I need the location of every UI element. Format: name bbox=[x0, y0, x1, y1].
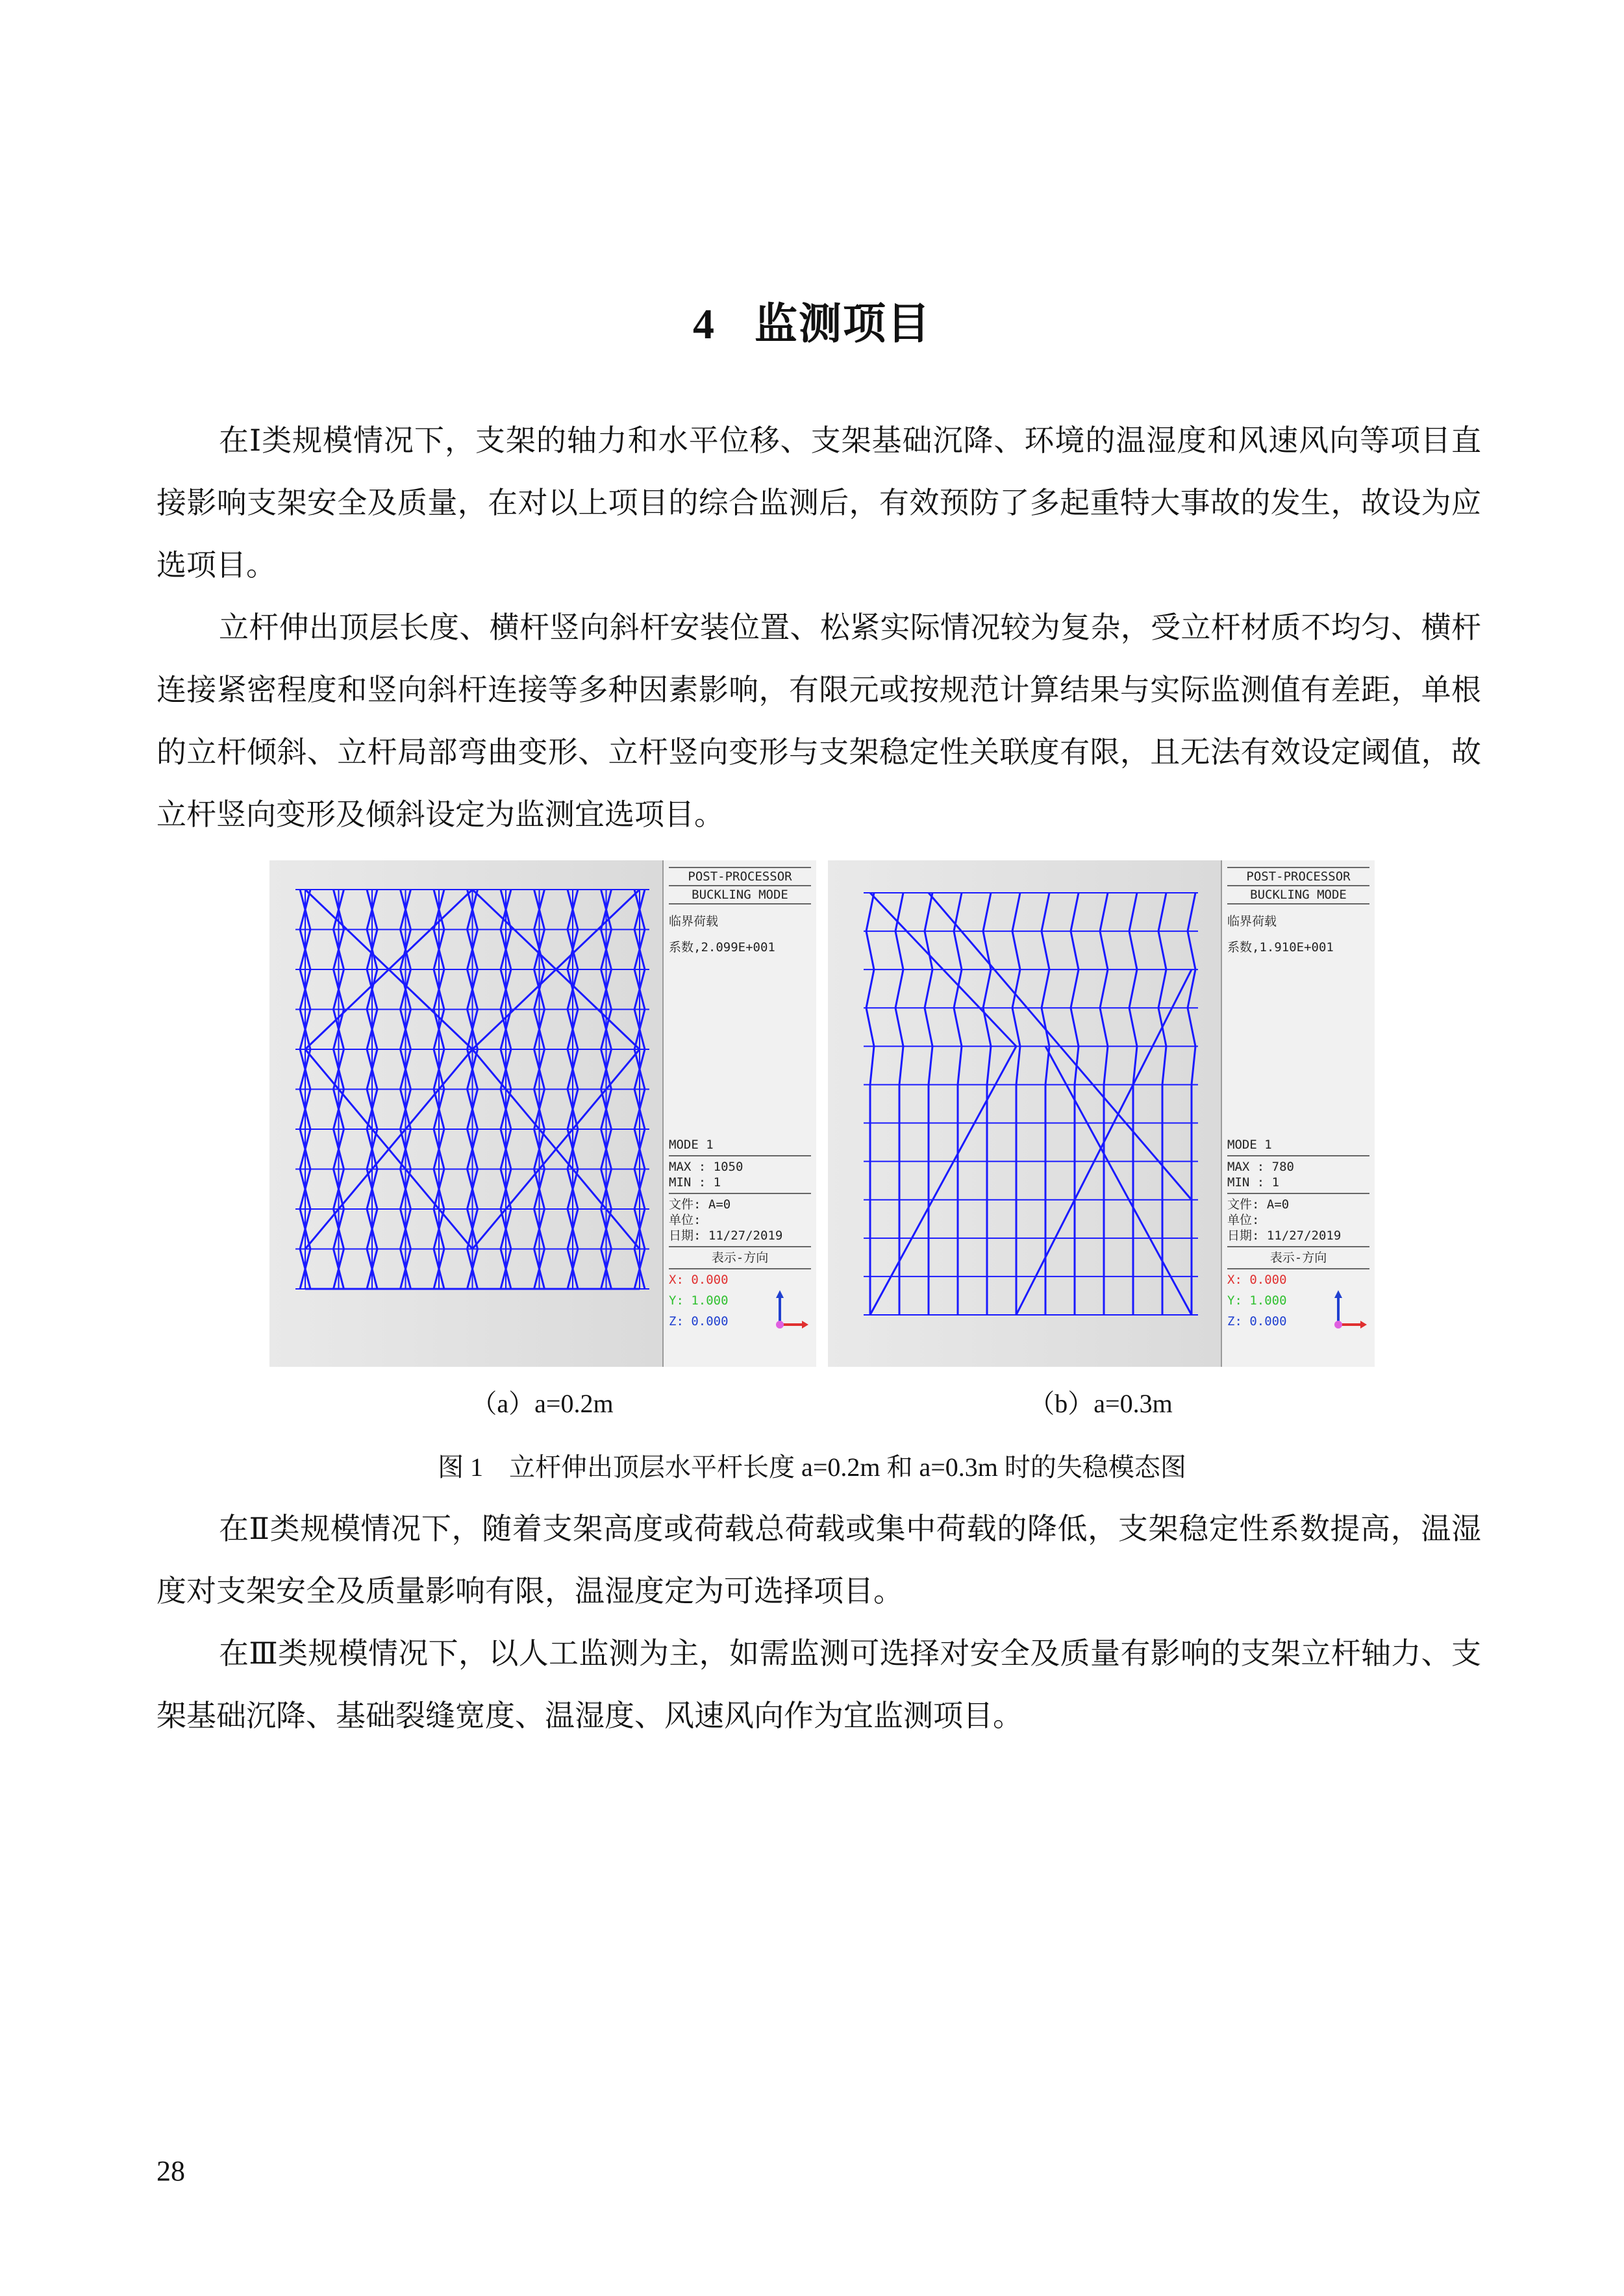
figure-caption: 图 1 立杆伸出顶层水平杆长度 a=0.2m 和 a=0.3m 时的失稳模态图 bbox=[438, 1453, 1186, 1482]
figure-b-subcaption: （b）a=0.3m bbox=[1029, 1389, 1173, 1418]
figure-b-image bbox=[828, 860, 1373, 1367]
page-number: 28 bbox=[156, 2155, 185, 2187]
paragraph-4: 在Ⅲ类规模情况下，以人工监测为主，如需监测可选择对安全及质量有影响的支架立杆轴力、支架基础沉降、基础裂缝宽度、温湿度、风速风向作为宜监测项目。 bbox=[156, 1636, 1481, 1733]
panel-title: POST-PROCESSOR bbox=[1227, 867, 1369, 886]
direction-label: 表示-方向 bbox=[1269, 1251, 1327, 1265]
section-heading bbox=[0, 289, 1624, 351]
figure-a-subcaption: （a）a=0.2m bbox=[471, 1389, 614, 1418]
panel-title: POST-PROCESSOR bbox=[669, 867, 811, 886]
axis-triad-icon bbox=[771, 1289, 810, 1334]
unit-label: 单位: bbox=[669, 1213, 701, 1227]
z-direction: Z: 0.000 bbox=[669, 1314, 729, 1329]
file-label: 文件: A=0 bbox=[1227, 1197, 1290, 1212]
paragraph-2: 立杆伸出顶层长度、横杆竖向斜杆安装位置、松紧实际情况较为复杂，受立杆材质不均匀、横杆连接紧密程度和竖向斜杆连接等多种因素影响，有限元或按规范计算结果与实际监测值有差距，单根的立杆倾斜、立杆局部弯曲变形、立杆竖向变形与支架稳定性关联度有限，且无法有效设定阈值，故立杆竖向变形及倾斜设定为监测宜选项目。 bbox=[156, 610, 1481, 832]
load-label: 临界荷载 bbox=[1227, 914, 1277, 929]
buckling-mode-b-frame bbox=[828, 860, 1221, 1367]
section-number: 4 bbox=[693, 301, 716, 348]
x-direction: X: 0.000 bbox=[669, 1273, 729, 1287]
section-title: 监测项目 bbox=[755, 299, 931, 349]
load-factor: 系数,1.910E+001 bbox=[1227, 940, 1334, 955]
mode-label: MODE 1 bbox=[1227, 1138, 1272, 1152]
figure-b-info-panel bbox=[1221, 860, 1375, 1367]
min-value: MIN : 1 bbox=[669, 1175, 721, 1190]
axis-triad-icon bbox=[1329, 1289, 1368, 1334]
y-direction: Y: 1.000 bbox=[669, 1293, 729, 1308]
load-factor: 系数,2.099E+001 bbox=[669, 940, 775, 955]
min-value: MIN : 1 bbox=[1227, 1175, 1280, 1190]
buckling-mode-a-frame bbox=[269, 860, 662, 1367]
date-label: 日期: 11/27/2019 bbox=[669, 1229, 783, 1243]
date-label: 日期: 11/27/2019 bbox=[1227, 1229, 1342, 1243]
panel-subtitle: BUCKLING MODE bbox=[669, 886, 811, 905]
mode-label: MODE 1 bbox=[669, 1138, 714, 1152]
figure-a-info-panel bbox=[662, 860, 816, 1367]
unit-label: 单位: bbox=[1227, 1213, 1260, 1227]
direction-label: 表示-方向 bbox=[711, 1251, 769, 1265]
paragraph-3: 在Ⅱ类规模情况下，随着支架高度或荷载总荷载或集中荷载的降低，支架稳定性系数提高，温湿度对支架安全及质量影响有限，温湿度定为可选择项目。 bbox=[156, 1511, 1481, 1608]
x-direction: X: 0.000 bbox=[1227, 1273, 1287, 1287]
paragraph-1: 在Ⅰ类规模情况下，支架的轴力和水平位移、支架基础沉降、环境的温湿度和风速风向等项目直接影响支架安全及质量，在对以上项目的综合监测后，有效预防了多起重特大事故的发生，故设为应选项目。 bbox=[156, 423, 1481, 582]
panel-subtitle: BUCKLING MODE bbox=[1227, 886, 1369, 905]
z-direction: Z: 0.000 bbox=[1227, 1314, 1287, 1329]
figure-a-image bbox=[269, 860, 815, 1367]
max-value: MAX : 1050 bbox=[669, 1160, 743, 1174]
load-label: 临界荷载 bbox=[669, 914, 719, 929]
file-label: 文件: A=0 bbox=[669, 1197, 731, 1212]
max-value: MAX : 780 bbox=[1227, 1160, 1294, 1174]
y-direction: Y: 1.000 bbox=[1227, 1293, 1287, 1308]
